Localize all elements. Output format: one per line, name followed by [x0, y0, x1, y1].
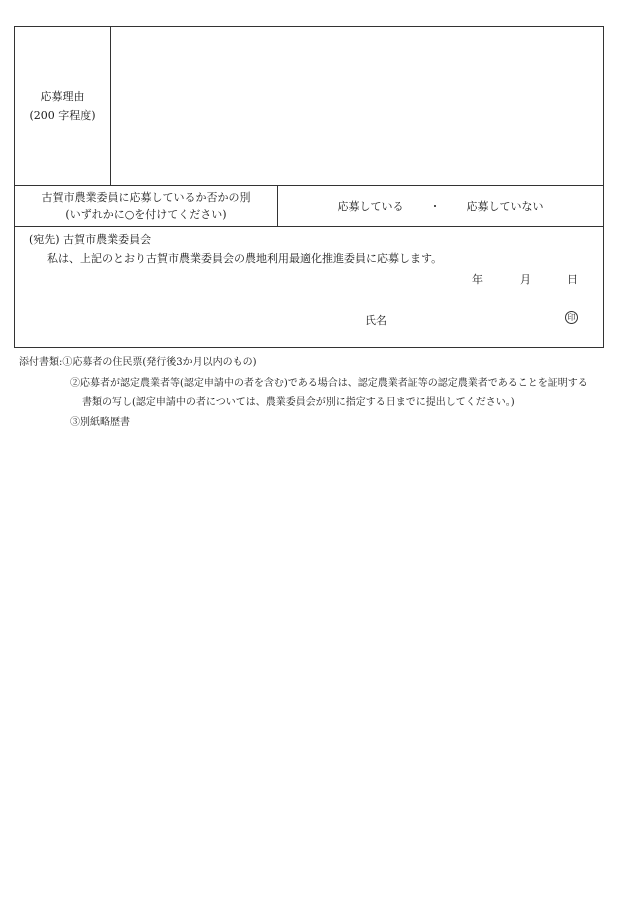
option-applying[interactable]: 応募している	[337, 200, 404, 213]
reason-label: 応募理由	[40, 90, 85, 103]
addressee: (宛先) 古賀市農業委員会	[29, 233, 152, 246]
date-year-label: 年	[472, 273, 483, 286]
applied-commissioner-row	[15, 186, 603, 227]
declaration-text: 私は、上記のとおり古賀市農業委員会の農地利用最適化推進委員に応募します。	[47, 252, 443, 265]
applied-commissioner-question	[15, 186, 278, 226]
seal-icon: 印	[565, 311, 578, 324]
declaration-section	[15, 227, 603, 347]
attachment-item-3: ③別紙略歴書	[70, 417, 130, 428]
option-not-applying[interactable]: 応募していない	[466, 200, 544, 213]
attachment-item-2: ②応募者が認定農業者等(認定申請中の者を含む)である場合は、認定農業者証等の認定農業者であることを証明する	[70, 378, 588, 389]
reason-length-note: (200 字程度)	[29, 109, 96, 122]
applied-options-cell	[278, 186, 603, 226]
attachment-item-1: 添付書類:①応募者の住民票(発行後3か月以内のもの)	[19, 357, 257, 368]
reason-label-cell	[15, 27, 111, 185]
date-month-label: 月	[520, 273, 531, 286]
application-form-table	[14, 26, 604, 348]
attachment-item-2-continued: 書類の写し(認定申請中の者については、農業委員会が別に指定する日までに提出してください。)	[82, 397, 515, 408]
name-label: 氏名	[365, 314, 387, 327]
option-separator: ・	[429, 200, 441, 213]
reason-row	[15, 27, 603, 186]
applied-question-text: 古賀市農業委員に応募しているか否かの別	[41, 191, 251, 204]
applied-question-instruction: (いずれかに○を付けてください)	[65, 208, 227, 221]
reason-input-area[interactable]	[111, 27, 603, 185]
date-day-label: 日	[567, 273, 578, 286]
